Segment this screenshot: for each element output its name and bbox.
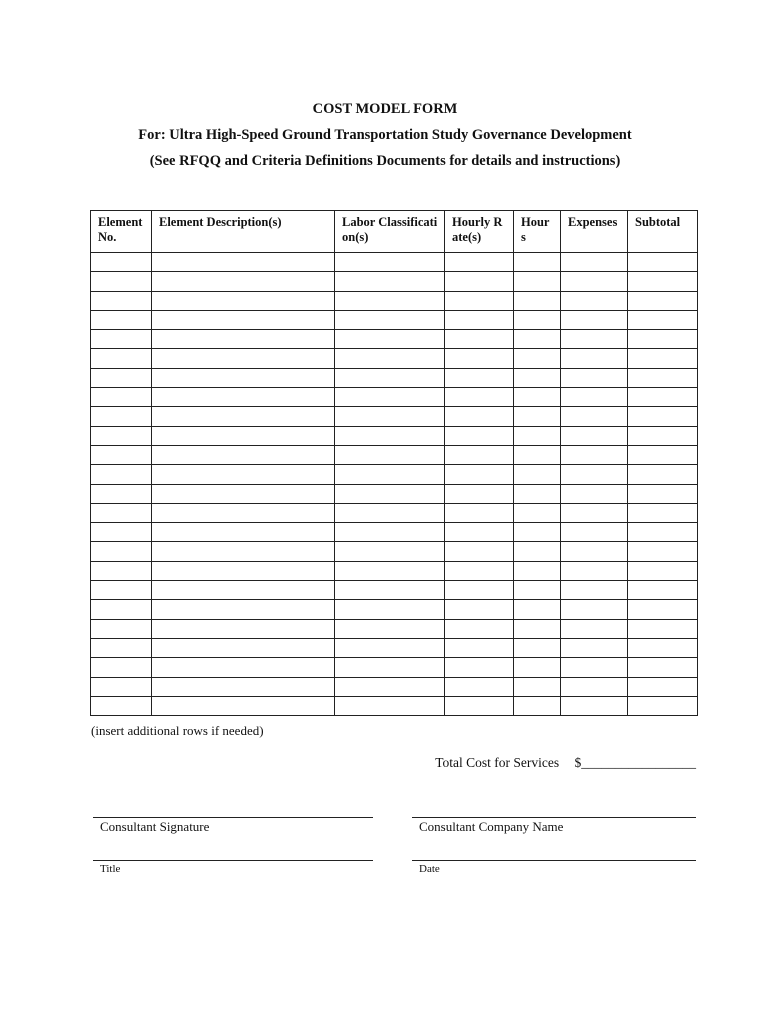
table-cell[interactable] bbox=[335, 696, 445, 715]
table-cell[interactable] bbox=[335, 291, 445, 310]
table-cell[interactable] bbox=[445, 619, 514, 638]
table-cell[interactable] bbox=[561, 388, 628, 407]
total-cost-field[interactable]: $_________________ bbox=[574, 755, 696, 770]
table-cell[interactable] bbox=[628, 658, 698, 677]
table-cell[interactable] bbox=[628, 349, 698, 368]
table-cell[interactable] bbox=[335, 388, 445, 407]
date-label: Date bbox=[419, 863, 440, 875]
table-cell[interactable] bbox=[335, 581, 445, 600]
table-cell[interactable] bbox=[561, 310, 628, 329]
table-cell[interactable] bbox=[91, 696, 152, 715]
table-cell[interactable] bbox=[91, 310, 152, 329]
table-row bbox=[91, 619, 698, 638]
table-cell[interactable] bbox=[335, 677, 445, 696]
table-row bbox=[91, 445, 698, 464]
table-cell[interactable] bbox=[91, 368, 152, 387]
table-cell[interactable] bbox=[91, 407, 152, 426]
table-cell[interactable] bbox=[628, 523, 698, 542]
table-cell[interactable] bbox=[335, 465, 445, 484]
table-cell[interactable] bbox=[561, 330, 628, 349]
table-row bbox=[91, 291, 698, 310]
table-row bbox=[91, 388, 698, 407]
table-row bbox=[91, 465, 698, 484]
table-cell[interactable] bbox=[561, 561, 628, 580]
table-cell[interactable] bbox=[445, 368, 514, 387]
table-cell[interactable] bbox=[628, 291, 698, 310]
table-cell[interactable] bbox=[445, 330, 514, 349]
consultant-signature-label: Consultant Signature bbox=[100, 819, 210, 834]
table-row bbox=[91, 677, 698, 696]
table-cell[interactable] bbox=[561, 445, 628, 464]
table-cell[interactable] bbox=[445, 542, 514, 561]
table-cell[interactable] bbox=[445, 503, 514, 522]
table-cell[interactable] bbox=[514, 638, 561, 657]
table-cell[interactable] bbox=[445, 677, 514, 696]
table-cell[interactable] bbox=[514, 291, 561, 310]
table-cell[interactable] bbox=[335, 349, 445, 368]
table-cell[interactable] bbox=[335, 445, 445, 464]
table-cell[interactable] bbox=[628, 638, 698, 657]
table-cell[interactable] bbox=[91, 484, 152, 503]
table-cell[interactable] bbox=[628, 696, 698, 715]
table-cell[interactable] bbox=[514, 253, 561, 272]
table-cell[interactable] bbox=[335, 253, 445, 272]
table-cell[interactable] bbox=[152, 272, 335, 291]
table-cell[interactable] bbox=[335, 368, 445, 387]
table-cell[interactable] bbox=[152, 310, 335, 329]
table-row bbox=[91, 523, 698, 542]
table-cell[interactable] bbox=[514, 465, 561, 484]
table-cell[interactable] bbox=[514, 349, 561, 368]
table-cell[interactable] bbox=[152, 407, 335, 426]
table-cell[interactable] bbox=[561, 638, 628, 657]
table-cell[interactable] bbox=[628, 368, 698, 387]
table-cell[interactable] bbox=[514, 619, 561, 638]
table-cell[interactable] bbox=[152, 523, 335, 542]
table-cell[interactable] bbox=[628, 253, 698, 272]
table-cell[interactable] bbox=[445, 581, 514, 600]
table-cell[interactable] bbox=[445, 523, 514, 542]
table-cell[interactable] bbox=[628, 465, 698, 484]
table-cell[interactable] bbox=[152, 368, 335, 387]
table-cell[interactable] bbox=[561, 291, 628, 310]
table-cell[interactable] bbox=[152, 388, 335, 407]
table-cell[interactable] bbox=[514, 426, 561, 445]
table-row bbox=[91, 658, 698, 677]
table-cell[interactable] bbox=[561, 465, 628, 484]
table-cell[interactable] bbox=[628, 503, 698, 522]
table-cell[interactable] bbox=[335, 600, 445, 619]
form-instructions: (See RFQQ and Criteria Definitions Documents for details and instructions) bbox=[149, 153, 621, 169]
table-cell[interactable] bbox=[152, 253, 335, 272]
total-cost bbox=[435, 755, 696, 771]
table-cell[interactable] bbox=[514, 503, 561, 522]
table-cell[interactable] bbox=[91, 465, 152, 484]
header-expenses: Expenses bbox=[561, 211, 628, 253]
table-cell[interactable] bbox=[561, 523, 628, 542]
table-cell[interactable] bbox=[335, 330, 445, 349]
table-cell[interactable] bbox=[91, 253, 152, 272]
header-element-description: Element Description(s) bbox=[152, 211, 335, 253]
table-cell[interactable] bbox=[91, 330, 152, 349]
form-subtitle: For: Ultra High-Speed Ground Transportation Study Governance Development bbox=[138, 127, 632, 143]
table-cell[interactable] bbox=[335, 561, 445, 580]
table-cell[interactable] bbox=[91, 638, 152, 657]
total-cost-label: Total Cost for Services bbox=[435, 755, 560, 770]
table-cell[interactable] bbox=[561, 253, 628, 272]
table-cell[interactable] bbox=[91, 426, 152, 445]
table-cell[interactable] bbox=[152, 581, 335, 600]
table-cell[interactable] bbox=[91, 619, 152, 638]
table-cell[interactable] bbox=[445, 465, 514, 484]
table-row bbox=[91, 368, 698, 387]
table-cell[interactable] bbox=[152, 542, 335, 561]
table-cell[interactable] bbox=[152, 619, 335, 638]
table-cell[interactable] bbox=[561, 658, 628, 677]
table-cell[interactable] bbox=[445, 600, 514, 619]
table-cell[interactable] bbox=[91, 291, 152, 310]
table-cell[interactable] bbox=[561, 272, 628, 291]
table-cell[interactable] bbox=[335, 503, 445, 522]
table-row bbox=[91, 310, 698, 329]
table-cell[interactable] bbox=[335, 407, 445, 426]
table-cell[interactable] bbox=[628, 388, 698, 407]
table-cell[interactable] bbox=[91, 561, 152, 580]
table-cell[interactable] bbox=[152, 349, 335, 368]
table-row bbox=[91, 561, 698, 580]
table-row bbox=[91, 600, 698, 619]
table-cell[interactable] bbox=[514, 388, 561, 407]
table-cell[interactable] bbox=[445, 426, 514, 445]
table-row bbox=[91, 253, 698, 272]
table-cell[interactable] bbox=[335, 542, 445, 561]
table-row bbox=[91, 330, 698, 349]
table-row bbox=[91, 696, 698, 715]
table-row bbox=[91, 542, 698, 561]
table-cell[interactable] bbox=[561, 503, 628, 522]
table-cell[interactable] bbox=[445, 696, 514, 715]
table-cell[interactable] bbox=[561, 696, 628, 715]
table-cell[interactable] bbox=[445, 484, 514, 503]
table-cell[interactable] bbox=[91, 581, 152, 600]
table-row bbox=[91, 638, 698, 657]
table-cell[interactable] bbox=[91, 658, 152, 677]
table-row bbox=[91, 581, 698, 600]
table-row bbox=[91, 484, 698, 503]
table-body bbox=[91, 253, 698, 716]
table-cell[interactable] bbox=[91, 272, 152, 291]
date-line[interactable] bbox=[412, 860, 696, 861]
table-cell[interactable] bbox=[514, 677, 561, 696]
table-cell[interactable] bbox=[335, 619, 445, 638]
company-name-label: Consultant Company Name bbox=[419, 819, 564, 834]
table-cell[interactable] bbox=[91, 600, 152, 619]
table-cell[interactable] bbox=[152, 291, 335, 310]
table-cell[interactable] bbox=[628, 600, 698, 619]
table-cell[interactable] bbox=[628, 484, 698, 503]
table-cell[interactable] bbox=[561, 368, 628, 387]
table-cell[interactable] bbox=[514, 658, 561, 677]
header-hours: Hours bbox=[514, 211, 561, 253]
table-cell[interactable] bbox=[561, 542, 628, 561]
table-cell[interactable] bbox=[152, 330, 335, 349]
table-cell[interactable] bbox=[561, 407, 628, 426]
title-line[interactable] bbox=[93, 860, 373, 861]
table-cell[interactable] bbox=[628, 677, 698, 696]
table-cell[interactable] bbox=[91, 388, 152, 407]
table-row bbox=[91, 272, 698, 291]
table-cell[interactable] bbox=[445, 291, 514, 310]
table-cell[interactable] bbox=[445, 638, 514, 657]
table-cell[interactable] bbox=[91, 542, 152, 561]
table-cell[interactable] bbox=[91, 349, 152, 368]
table-cell[interactable] bbox=[514, 581, 561, 600]
table-cell[interactable] bbox=[628, 407, 698, 426]
table-cell[interactable] bbox=[152, 658, 335, 677]
table-cell[interactable] bbox=[445, 407, 514, 426]
table-cell[interactable] bbox=[561, 484, 628, 503]
table-cell[interactable] bbox=[445, 658, 514, 677]
table-cell[interactable] bbox=[445, 272, 514, 291]
table-cell[interactable] bbox=[628, 310, 698, 329]
table-cell[interactable] bbox=[628, 445, 698, 464]
additional-rows-note: (insert additional rows if needed) bbox=[91, 723, 264, 738]
table-cell[interactable] bbox=[335, 310, 445, 329]
company-name-line[interactable] bbox=[412, 817, 696, 818]
form-title: COST MODEL FORM bbox=[312, 101, 458, 117]
header-subtotal: Subtotal bbox=[628, 211, 698, 253]
header-hourly-rate: Hourly Rate(s) bbox=[445, 211, 514, 253]
table-cell[interactable] bbox=[628, 581, 698, 600]
table-cell[interactable] bbox=[335, 484, 445, 503]
table-cell[interactable] bbox=[514, 407, 561, 426]
table-cell[interactable] bbox=[445, 310, 514, 329]
table-cell[interactable] bbox=[335, 272, 445, 291]
table-cell[interactable] bbox=[514, 542, 561, 561]
table-cell[interactable] bbox=[561, 619, 628, 638]
consultant-signature-line[interactable] bbox=[93, 817, 373, 818]
table-cell[interactable] bbox=[445, 445, 514, 464]
table-cell[interactable] bbox=[628, 542, 698, 561]
table-row bbox=[91, 349, 698, 368]
table-cell[interactable] bbox=[335, 658, 445, 677]
table-cell[interactable] bbox=[514, 272, 561, 291]
table-cell[interactable] bbox=[152, 426, 335, 445]
table-cell[interactable] bbox=[561, 426, 628, 445]
table-row bbox=[91, 407, 698, 426]
table-cell[interactable] bbox=[335, 523, 445, 542]
table-cell[interactable] bbox=[514, 484, 561, 503]
table-cell[interactable] bbox=[514, 523, 561, 542]
table-cell[interactable] bbox=[152, 484, 335, 503]
header-labor-classification: Labor Classification(s) bbox=[335, 211, 445, 253]
table-cell[interactable] bbox=[152, 638, 335, 657]
table-cell[interactable] bbox=[91, 503, 152, 522]
table-cell[interactable] bbox=[514, 445, 561, 464]
table-cell[interactable] bbox=[152, 445, 335, 464]
table-cell[interactable] bbox=[91, 445, 152, 464]
table-cell[interactable] bbox=[514, 368, 561, 387]
table-cell[interactable] bbox=[335, 638, 445, 657]
table-cell[interactable] bbox=[561, 677, 628, 696]
header-element-no: Element No. bbox=[91, 211, 152, 253]
table-cell[interactable] bbox=[335, 426, 445, 445]
table-cell[interactable] bbox=[152, 677, 335, 696]
table-cell[interactable] bbox=[152, 503, 335, 522]
table-cell[interactable] bbox=[152, 600, 335, 619]
table-cell[interactable] bbox=[91, 523, 152, 542]
table-cell[interactable] bbox=[445, 388, 514, 407]
table-cell[interactable] bbox=[628, 272, 698, 291]
cost-table bbox=[90, 210, 698, 716]
table-cell[interactable] bbox=[628, 330, 698, 349]
table-cell[interactable] bbox=[152, 561, 335, 580]
table-cell[interactable] bbox=[561, 349, 628, 368]
table-cell[interactable] bbox=[628, 426, 698, 445]
table-header-row bbox=[91, 211, 698, 253]
table-cell[interactable] bbox=[628, 619, 698, 638]
table-row bbox=[91, 426, 698, 445]
table-cell[interactable] bbox=[628, 561, 698, 580]
table-cell[interactable] bbox=[514, 310, 561, 329]
table-row bbox=[91, 503, 698, 522]
table-cell[interactable] bbox=[514, 330, 561, 349]
table-cell[interactable] bbox=[445, 349, 514, 368]
table-cell[interactable] bbox=[91, 677, 152, 696]
table-cell[interactable] bbox=[514, 600, 561, 619]
table-cell[interactable] bbox=[561, 600, 628, 619]
table-cell[interactable] bbox=[561, 581, 628, 600]
table-cell[interactable] bbox=[514, 696, 561, 715]
table-cell[interactable] bbox=[152, 696, 335, 715]
table-cell[interactable] bbox=[445, 253, 514, 272]
table-cell[interactable] bbox=[514, 561, 561, 580]
table-cell[interactable] bbox=[445, 561, 514, 580]
title-label: Title bbox=[100, 863, 121, 875]
table-cell[interactable] bbox=[152, 465, 335, 484]
